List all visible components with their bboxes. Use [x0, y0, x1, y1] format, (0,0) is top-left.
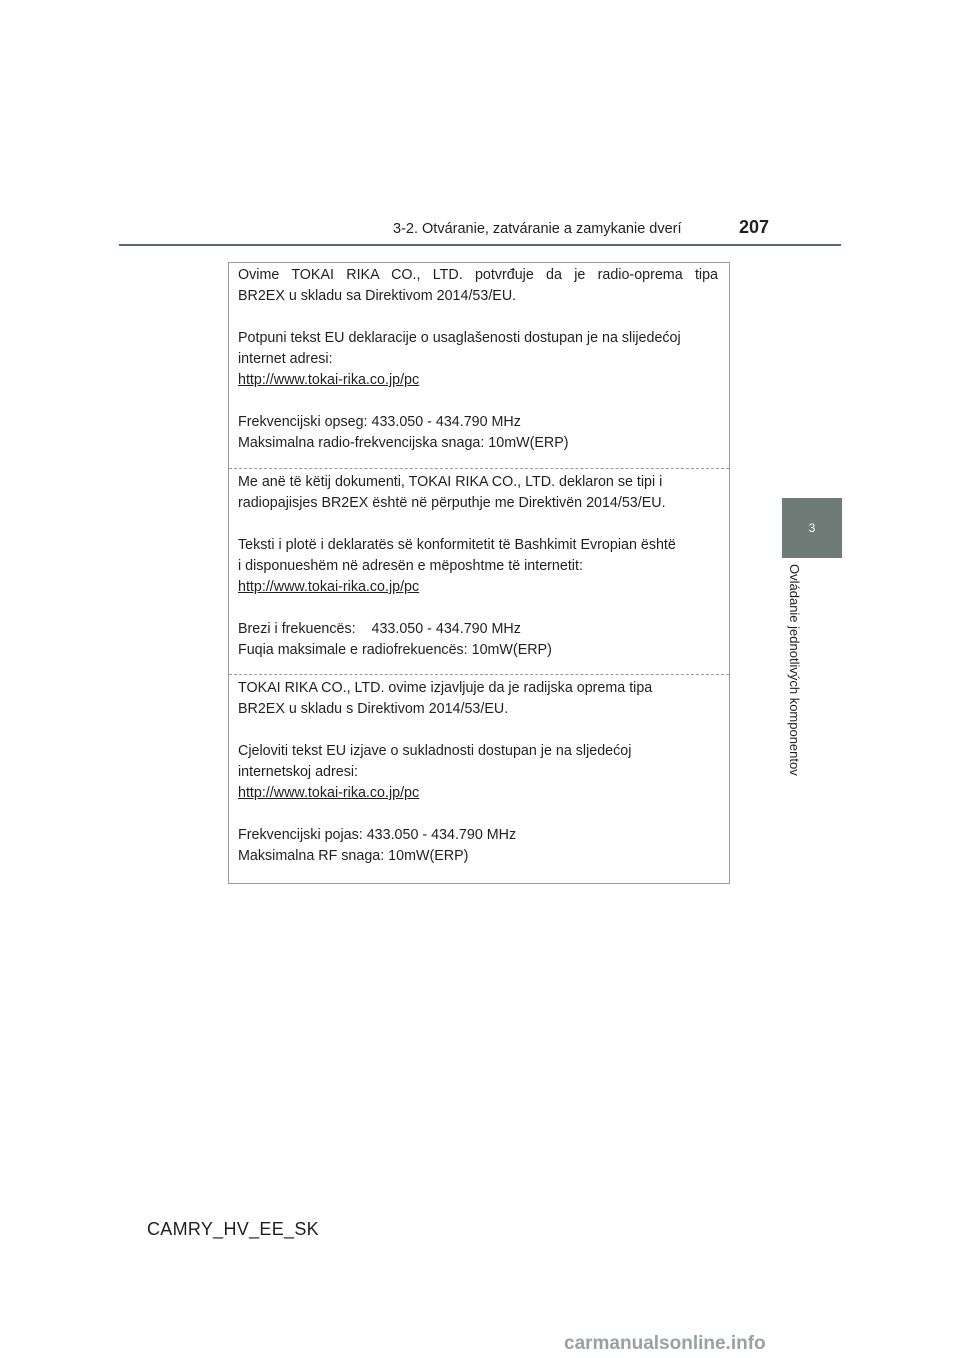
- declaration-section-serbian: [229, 263, 729, 470]
- frequency-range: Frekvencijski opseg: 433.050 - 434.790 MHz: [238, 414, 521, 430]
- declaration-text-line2: radiopajisjes BR2EX është në përputhje me Direktivën 2014/53/EU.: [238, 495, 666, 511]
- chapter-label-wrap: [782, 564, 812, 784]
- chapter-number: 3: [808, 521, 816, 535]
- declaration-url-link[interactable]: http://www.tokai-rika.co.jp/pc: [238, 785, 420, 801]
- max-power: Fuqia maksimale e radiofrekuencës: 10mW(ERP): [238, 642, 552, 658]
- fulltext-line1: Potpuni tekst EU deklaracije o usaglašenosti dostupan je na slijedećoj: [238, 330, 681, 346]
- fulltext-line1: Teksti i plotë i deklaratës së konformitetit të Bashkimit Evropian është: [238, 537, 676, 553]
- fulltext-line2: i disponueshëm në adresën e mëposhtme të internetit:: [238, 558, 583, 574]
- fulltext-line1: Cjeloviti tekst EU izjave o sukladnosti dostupan je na sljedećoj: [238, 743, 632, 759]
- declaration-section-albanian: [229, 470, 729, 676]
- frequency-range: Brezi i frekuencës: 433.050 - 434.790 MHz: [238, 621, 521, 637]
- declaration-section-croatian: [229, 676, 729, 883]
- header-rule: [119, 244, 841, 246]
- max-power: Maksimalna radio-frekvencijska snaga: 10mW(ERP): [238, 435, 569, 451]
- watermark: carmanualsonline.info: [564, 1333, 766, 1354]
- declaration-url-link[interactable]: http://www.tokai-rika.co.jp/pc: [238, 372, 420, 388]
- declaration-text-line1: Me anë të këtij dokumenti, TOKAI RIKA CO., LTD. deklaron se tipi i: [238, 474, 663, 490]
- declaration-text-line1: TOKAI RIKA CO., LTD. ovime izjavljuje da je radijska oprema tipa: [238, 680, 653, 696]
- declaration-box: [228, 262, 730, 884]
- page-number: 207: [739, 217, 770, 237]
- header-title: 3-2. Otváranie, zatváranie a zamykanie dverí: [393, 221, 682, 237]
- declaration-text-line1: Ovime TOKAI RIKA CO., LTD. potvrđuje da je radio-oprema tipa: [238, 267, 718, 283]
- section-divider: [229, 468, 729, 469]
- frequency-range: Frekvencijski pojas: 433.050 - 434.790 MHz: [238, 827, 517, 843]
- chapter-tab: [782, 498, 842, 558]
- chapter-label: Ovládanie jednotlivých komponentov: [787, 564, 802, 776]
- max-power: Maksimalna RF snaga: 10mW(ERP): [238, 848, 469, 864]
- declaration-text-line2: BR2EX u skladu sa Direktivom 2014/53/EU.: [238, 288, 517, 304]
- declaration-text-line2: BR2EX u skladu s Direktivom 2014/53/EU.: [238, 701, 509, 717]
- manual-code: CAMRY_HV_EE_SK: [147, 1219, 319, 1239]
- declaration-url-link[interactable]: http://www.tokai-rika.co.jp/pc: [238, 579, 420, 595]
- section-divider: [229, 674, 729, 675]
- fulltext-line2: internetskoj adresi:: [238, 764, 358, 780]
- fulltext-line2: internet adresi:: [238, 351, 333, 367]
